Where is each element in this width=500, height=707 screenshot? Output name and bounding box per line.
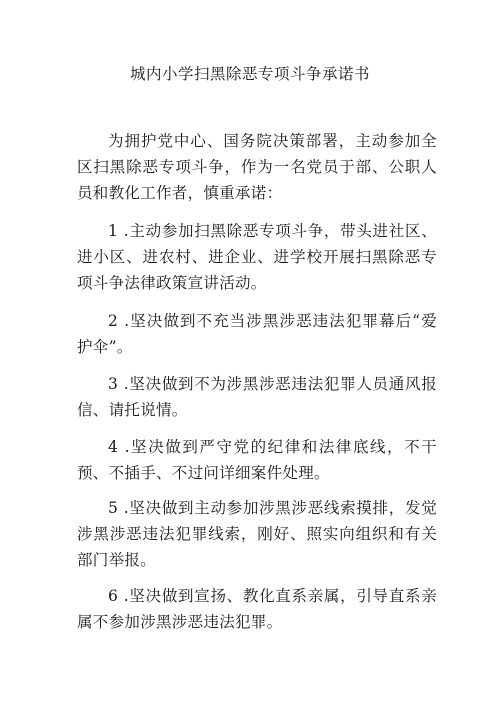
intro-paragraph: 为拥护党中心、国务院决策部署，主动参加全区扫黑除恶专项斗争，作为一名党员于部、公职人员和教化工作者，慎重承诺： — [77, 132, 437, 202]
commitment-item-1: 1 .主动参加扫黑除恶专项斗争，带头进社区、进小区、进农村、进企业、进学校开展扫黑除恶专项斗争法律政策宣讲活动。 — [77, 222, 437, 292]
commitment-item-6: 6 .坚决做到宣扬、教化直系亲属，引导直系亲属不参加涉黑涉恶违法犯罪。 — [77, 587, 437, 631]
commitment-item-5: 5 .坚决做到主动参加涉黑涉恶线索摸排，发觉涉黑涉恶违法犯罪线索，刚好、照实向组织和有关部门举报。 — [77, 499, 437, 569]
commitment-item-4: 4 .坚决做到严守党的纪律和法律底线，不干预、不插手、不过问详细案件处理。 — [77, 438, 437, 482]
document-title: 城内小学扫黑除恶专项斗争承诺书 — [129, 65, 370, 83]
commitment-item-2: 2 .坚决做到不充当涉黑涉恶违法犯罪幕后“爱护伞”。 — [77, 312, 437, 356]
commitment-item-3: 3 .坚决做到不为涉黑涉恶违法犯罪人员通风报信、请托说情。 — [77, 375, 437, 419]
